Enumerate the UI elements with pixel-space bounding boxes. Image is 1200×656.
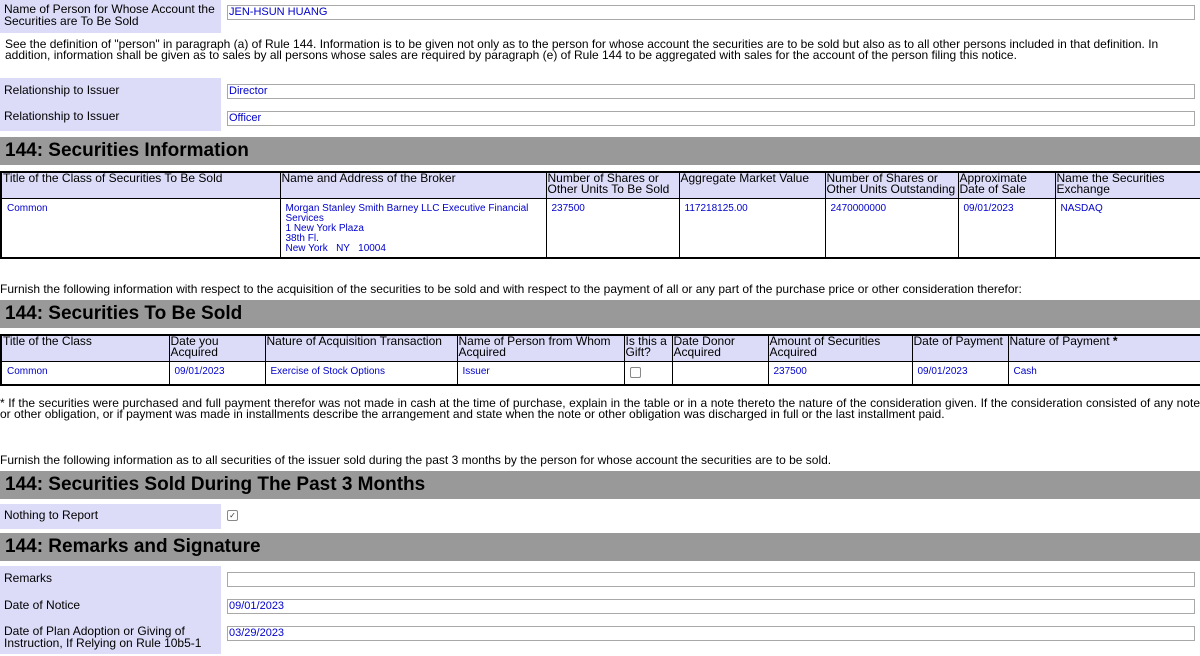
notice-date-label: Date of Notice xyxy=(0,593,221,619)
cell-market-value: 117218125.00 xyxy=(679,198,825,258)
nothing-to-report-checkbox[interactable]: ✓ xyxy=(227,510,238,521)
securities-info-header: 144: Securities Information xyxy=(0,137,1200,165)
col-from-whom: Name of Person from Whom Acquired xyxy=(457,335,624,361)
person-name-field[interactable]: JEN-HSUN HUANG xyxy=(227,5,1195,20)
broker-street: 1 New York Plaza xyxy=(285,222,364,234)
cell-broker xyxy=(280,198,546,258)
cell-sale-date: 09/01/2023 xyxy=(958,198,1055,258)
cell-outstanding: 2470000000 xyxy=(825,198,958,258)
broker-city: New York NY 10004 xyxy=(285,242,386,254)
cell-payment-date: 09/01/2023 xyxy=(912,361,1008,385)
plan-adoption-label: Date of Plan Adoption or Giving of Instruction, If Relying on Rule 10b5-1 xyxy=(0,619,221,654)
col-amount: Amount of Securities Acquired xyxy=(768,335,912,361)
cell-gift xyxy=(624,361,672,385)
remarks-label: Remarks xyxy=(0,566,221,593)
remarks-field[interactable] xyxy=(227,572,1195,587)
cell-shares-to-sell: 237500 xyxy=(546,198,679,258)
person-definition-note: See the definition of "person" in paragraph (a) of Rule 144. Information is to be given not only as to the person for whose account the securities are to be sold but also as to all other persons included in that definition. In addition, information shall be given as to sales by all persons whose sales are required by paragraph (e) of Rule 144 to be aggregated with sales for the account of the person filing this notice. xyxy=(5,37,1159,62)
cell-class: Common xyxy=(1,198,280,258)
cell-payment-nature: Cash xyxy=(1008,361,1200,385)
cell-date-acquired: 09/01/2023 xyxy=(169,361,265,385)
payment-footnote: * If the securities were purchased and full payment therefor was not made in cash at the time of purchase, explain in the table or in a note thereto the nature of the consideration given. If the consideration consisted of any note or other obligation, or if payment was made in installments describe the arrangement and state when the note or other obligation was discharged in full or the last installment paid. xyxy=(0,396,1200,421)
relationship-officer-field[interactable]: Officer xyxy=(227,111,1195,126)
cell-donor-date xyxy=(672,361,768,385)
payment-nature-text: Nature of Payment xyxy=(1009,334,1110,348)
broker-floor: 38th Fl. xyxy=(285,232,319,244)
relationship-label-1: Relationship to Issuer xyxy=(0,78,221,104)
relationship-label-2: Relationship to Issuer xyxy=(0,104,221,131)
securities-info-table xyxy=(0,171,1200,259)
cell-title-class: Common xyxy=(1,361,169,385)
to-be-sold-header: 144: Securities To Be Sold xyxy=(0,300,1200,328)
acquisition-instruction: Furnish the following information with respect to the acquisition of the securities to be sold and with respect to the payment of all or any part of the purchase price or other consideration therefor: xyxy=(0,282,1022,296)
table-row xyxy=(1,198,1200,258)
col-outstanding: Number of Shares or Other Units Outstanding xyxy=(825,172,958,198)
col-title-class: Title of the Class xyxy=(1,335,169,361)
col-class: Title of the Class of Securities To Be Sold xyxy=(1,172,280,198)
broker-name: Morgan Stanley Smith Barney LLC Executive Financial Services xyxy=(285,202,529,224)
notice-date-field[interactable]: 09/01/2023 xyxy=(227,599,1195,614)
col-shares-to-sell: Number of Shares or Other Units To Be Sold xyxy=(546,172,679,198)
to-be-sold-table xyxy=(0,334,1200,386)
past-3-months-header: 144: Securities Sold During The Past 3 Months xyxy=(0,471,1200,499)
cell-exchange: NASDAQ xyxy=(1055,198,1200,258)
col-broker: Name and Address of the Broker xyxy=(280,172,546,198)
table-row xyxy=(1,361,1200,385)
cell-nature-acquisition: Exercise of Stock Options xyxy=(265,361,457,385)
col-market-value: Aggregate Market Value xyxy=(679,172,825,198)
cell-from-whom: Issuer xyxy=(457,361,624,385)
gift-checkbox[interactable] xyxy=(630,367,641,378)
col-exchange: Name the Securities Exchange xyxy=(1055,172,1200,198)
relationship-director-field[interactable]: Director xyxy=(227,84,1195,99)
col-sale-date: Approximate Date of Sale xyxy=(958,172,1055,198)
payment-asterisk: * xyxy=(1112,334,1118,348)
past-sales-instruction: Furnish the following information as to all securities of the issuer sold during the past 3 months by the person for whose account the securities are to be sold. xyxy=(0,453,832,467)
col-donor-date: Date Donor Acquired xyxy=(672,335,768,361)
col-date-acquired: Date you Acquired xyxy=(169,335,265,361)
col-nature-acquisition: Nature of Acquisition Transaction xyxy=(265,335,457,361)
col-payment-date: Date of Payment xyxy=(912,335,1008,361)
person-label: Name of Person for Whose Account the Securities are To Be Sold xyxy=(0,0,221,33)
col-payment-nature xyxy=(1008,335,1200,361)
col-gift: Is this a Gift? xyxy=(624,335,672,361)
remarks-signature-header: 144: Remarks and Signature xyxy=(0,533,1200,561)
cell-amount: 237500 xyxy=(768,361,912,385)
nothing-to-report-label: Nothing to Report xyxy=(0,504,221,529)
plan-adoption-date-field[interactable]: 03/29/2023 xyxy=(227,626,1195,641)
